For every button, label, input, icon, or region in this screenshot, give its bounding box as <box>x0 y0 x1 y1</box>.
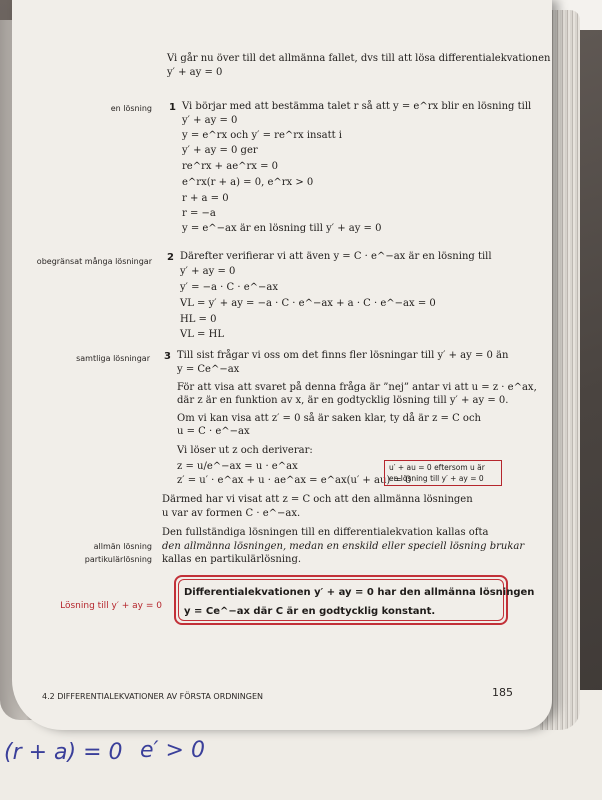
step3-line: Till sist frågar vi oss om det finns fler lösningar till y′ + ay = 0 än <box>177 350 509 361</box>
step2-line: VL = y′ + ay = −a · C · e^−ax + a · C · e^−ax = 0 <box>180 298 436 309</box>
intro-line-1: Vi går nu över till det allmänna fallet, dvs till att lösa differentialekvationen <box>167 53 551 64</box>
margin-label-particular-solution: partikulärlösning <box>84 555 152 564</box>
step3-line: Vi löser ut z och deriverar: <box>177 445 313 456</box>
margin-label-solution: Lösning till y′ + ay = 0 <box>60 601 162 611</box>
result-line-2: y = Ce^−ax där C är en godtycklig konstant. <box>184 606 436 617</box>
step3-line: För att visa att svaret på denna fråga är ”nej” antar vi att u = z · e^ax, <box>177 382 537 393</box>
step2-line: Därefter verifierar vi att även y = C · e^−ax är en lösning till <box>180 251 492 262</box>
step1-line: Vi börjar med att bestämma talet r så att y = e^rx blir en lösning till <box>182 101 532 112</box>
intro-line-2: y′ + ay = 0 <box>167 67 223 78</box>
result-box <box>174 575 535 625</box>
page-number: 185 <box>492 686 513 699</box>
side-note-line-2: en lösning till y′ + ay = 0 <box>389 474 484 483</box>
step1-line: y = e^−ax är en lösning till y′ + ay = 0 <box>182 223 382 234</box>
conclusion-line-2: u var av formen C · e^−ax. <box>162 508 301 519</box>
step1-line: e^rx(r + a) = 0, e^rx > 0 <box>182 177 314 188</box>
step3-line: z′ = u′ · e^ax + u · ae^ax = e^ax(u′ + au) = 0 <box>177 475 412 486</box>
definition-line-3: kallas en partikulärlösning. <box>162 554 302 565</box>
step3-line: där z är en funktion av x, är en godtycklig lösning till y′ + ay = 0. <box>177 395 509 406</box>
step2-line: y′ + ay = 0 <box>180 266 236 277</box>
step1-line: y′ + ay = 0 <box>182 115 238 126</box>
step-number-2: 2 <box>167 252 174 263</box>
side-note-box <box>384 460 502 486</box>
margin-label-one-solution: en lösning <box>110 104 152 113</box>
step3-line: z = u/e^−ax = u · e^ax <box>177 461 298 472</box>
definition-line-1: Den fullständiga lösningen till en differentialekvation kallas ofta <box>162 527 489 538</box>
margin-label-many-solutions: obegränsat många lösningar <box>36 257 152 266</box>
definition-line-2: den allmänna lösningen, medan en enskild eller speciell lösning brukar <box>162 541 525 552</box>
conclusion-line-1: Därmed har vi visat att z = C och att den allmänna lösningen <box>162 494 473 505</box>
handwritten-note-1: (r + a) = 0 <box>4 740 123 765</box>
result-line-1: Differentialekvationen y′ + ay = 0 har den allmänna lösningen <box>184 587 535 598</box>
step-number-3: 3 <box>164 351 171 362</box>
step2-line: y′ = −a · C · e^−ax <box>180 282 278 293</box>
step3-line: Om vi kan visa att z′ = 0 så är saken klar, ty då är z = C och <box>177 413 481 424</box>
step2-line: VL = HL <box>180 329 224 340</box>
step2-line: HL = 0 <box>180 314 217 325</box>
step-number-1: 1 <box>169 102 176 113</box>
handwritten-note-2: e′ > 0 <box>140 738 205 763</box>
step3-line: u = C · e^−ax <box>177 426 250 437</box>
side-note-line-1: u′ + au = 0 eftersom u är <box>389 463 485 472</box>
step1-line: y = e^rx och y′ = re^rx insatt i <box>182 130 342 141</box>
step1-line: r + a = 0 <box>182 193 229 204</box>
step1-line: y′ + ay = 0 ger <box>182 145 258 156</box>
margin-label-general-solution: allmän lösning <box>93 542 152 551</box>
step1-line: re^rx + ae^rx = 0 <box>182 161 279 172</box>
margin-label-all-solutions: samtliga lösningar <box>76 354 150 363</box>
step3-line: y = Ce^−ax <box>177 364 240 375</box>
book-page <box>12 0 552 730</box>
step1-line: r = −a <box>182 208 216 219</box>
chapter-footer: 4.2 DIFFERENTIALEKVATIONER AV FÖRSTA ORDNINGEN <box>42 692 263 701</box>
